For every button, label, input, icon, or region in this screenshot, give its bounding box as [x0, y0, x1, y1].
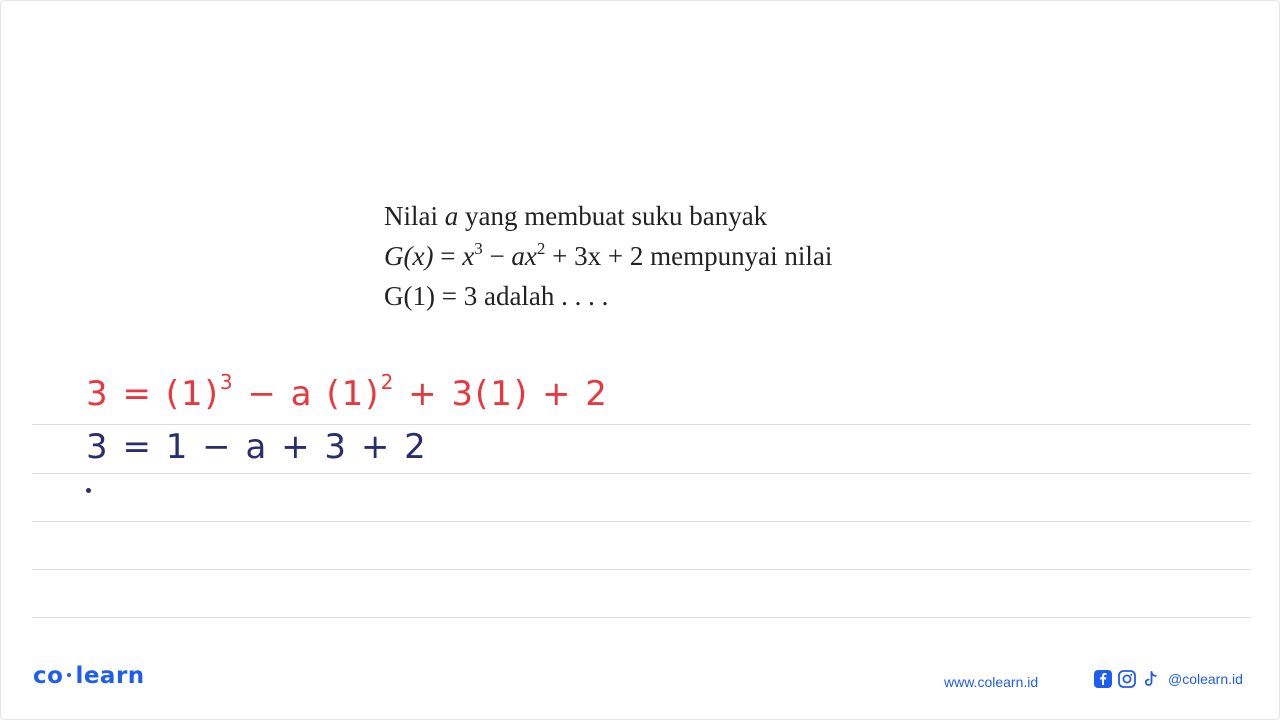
- work-step-2: 3 = 1 − a + 3 + 2: [86, 427, 428, 467]
- equals-sign: =: [440, 241, 456, 271]
- tiktok-icon[interactable]: [1142, 670, 1160, 688]
- work-step-1: [86, 370, 609, 414]
- exponent: 3: [219, 370, 235, 394]
- term-ax: ax: [511, 241, 537, 271]
- question-variable: a: [444, 201, 459, 231]
- notebook-rule: [32, 569, 1251, 570]
- work-fragment: + 3(1) + 2: [408, 374, 609, 414]
- minus-sign: −: [489, 241, 505, 271]
- exponent: 3: [474, 239, 483, 258]
- notebook-rule: [32, 617, 1251, 618]
- notebook-rule: [32, 424, 1251, 425]
- question-phrase: yang membuat suku banyak: [465, 201, 768, 231]
- question-text: [384, 196, 944, 316]
- exponent: 2: [380, 370, 396, 394]
- notebook-rule: [32, 521, 1251, 522]
- work-fragment: − a (1): [247, 374, 381, 414]
- website-link[interactable]: www.colearn.id: [944, 674, 1039, 690]
- question-word: Nilai: [384, 201, 438, 231]
- question-line-2: [384, 236, 944, 276]
- facebook-icon[interactable]: [1094, 670, 1112, 688]
- logo-dot: [67, 673, 71, 677]
- logo-part: learn: [75, 663, 145, 689]
- polynomial-rest: + 3x + 2: [552, 241, 644, 271]
- work-fragment: 3 = (1): [86, 374, 220, 414]
- notebook-rule: [32, 473, 1251, 474]
- question-phrase: mempunyai nilai: [650, 241, 833, 271]
- term-x: x: [462, 241, 475, 271]
- exponent: 2: [536, 239, 546, 258]
- social-handle[interactable]: @colearn.id: [1168, 671, 1243, 687]
- function-name: G(x): [384, 241, 434, 271]
- logo-part: co: [33, 663, 64, 689]
- question-line-1: [384, 196, 944, 236]
- pen-dot: [86, 488, 91, 493]
- colearn-logo: [33, 663, 145, 689]
- instagram-icon[interactable]: [1118, 670, 1136, 688]
- social-links: [1094, 670, 1243, 688]
- question-line-3: G(1) = 3 adalah . . . .: [384, 281, 609, 311]
